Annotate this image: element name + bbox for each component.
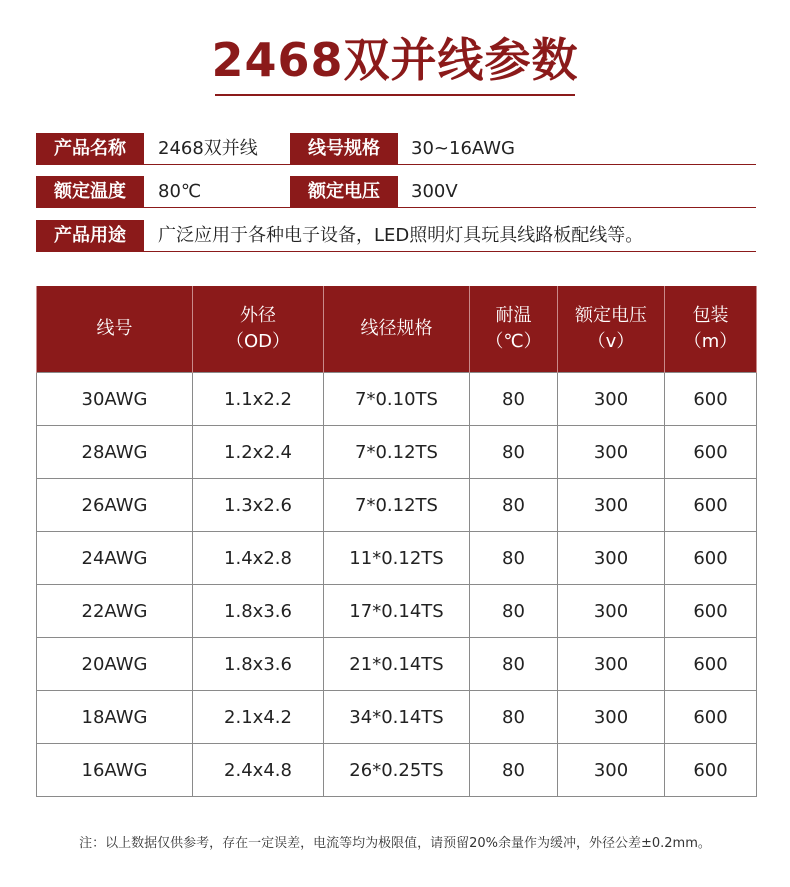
cell-package: 600	[665, 479, 757, 532]
cell-strand: 34*0.14TS	[324, 691, 470, 744]
cell-temp: 80	[470, 585, 558, 638]
header-od: 外径 （OD）	[193, 286, 324, 373]
product-name-value: 2468双并线	[158, 138, 258, 159]
cell-strand: 7*0.12TS	[324, 479, 470, 532]
cell-od: 2.4x4.8	[193, 744, 324, 797]
table-row	[37, 532, 757, 585]
product-name-label: 产品名称	[36, 133, 144, 165]
temp-label: 额定温度	[36, 176, 144, 208]
table-row	[37, 479, 757, 532]
table-row	[37, 638, 757, 691]
cell-gauge: 22AWG	[37, 585, 193, 638]
cell-gauge: 26AWG	[37, 479, 193, 532]
header-package: 包装 （m）	[665, 286, 757, 373]
cell-voltage: 300	[558, 373, 665, 426]
cell-temp: 80	[470, 426, 558, 479]
header-gauge: 线号	[37, 286, 193, 373]
cell-strand: 21*0.14TS	[324, 638, 470, 691]
cell-voltage: 300	[558, 744, 665, 797]
cell-od: 1.8x3.6	[193, 585, 324, 638]
cell-voltage: 300	[558, 585, 665, 638]
spec-table	[36, 286, 757, 797]
cell-od: 1.3x2.6	[193, 479, 324, 532]
info-divider	[36, 164, 756, 165]
cell-voltage: 300	[558, 479, 665, 532]
cell-od: 1.8x3.6	[193, 638, 324, 691]
cell-voltage: 300	[558, 638, 665, 691]
info-row-name-gauge	[36, 133, 756, 165]
header-temp: 耐温 （℃）	[470, 286, 558, 373]
cell-strand: 17*0.14TS	[324, 585, 470, 638]
usage-value: 广泛应用于各种电子设备，LED照明灯具玩具线路板配线等。	[158, 225, 644, 246]
cell-package: 600	[665, 532, 757, 585]
cell-temp: 80	[470, 691, 558, 744]
cell-package: 600	[665, 585, 757, 638]
voltage-label: 额定电压	[290, 176, 398, 208]
cell-package: 600	[665, 691, 757, 744]
cell-gauge: 24AWG	[37, 532, 193, 585]
cell-strand: 7*0.12TS	[324, 426, 470, 479]
info-row-usage	[36, 220, 756, 252]
cell-gauge: 18AWG	[37, 691, 193, 744]
cell-strand: 26*0.25TS	[324, 744, 470, 797]
cell-gauge: 30AWG	[37, 373, 193, 426]
table-row	[37, 426, 757, 479]
table-row	[37, 585, 757, 638]
table-row	[37, 691, 757, 744]
temp-value: 80℃	[158, 181, 202, 202]
title-underline	[215, 94, 575, 96]
cell-od: 1.2x2.4	[193, 426, 324, 479]
cell-package: 600	[665, 744, 757, 797]
cell-gauge: 20AWG	[37, 638, 193, 691]
cell-gauge: 28AWG	[37, 426, 193, 479]
voltage-value: 300V	[411, 181, 458, 202]
table-header-row	[37, 286, 757, 373]
info-divider	[36, 251, 756, 252]
header-strand: 线径规格	[324, 286, 470, 373]
table-row	[37, 373, 757, 426]
cell-package: 600	[665, 426, 757, 479]
cell-temp: 80	[470, 479, 558, 532]
cell-package: 600	[665, 638, 757, 691]
cell-gauge: 16AWG	[37, 744, 193, 797]
cell-temp: 80	[470, 532, 558, 585]
cell-od: 1.4x2.8	[193, 532, 324, 585]
title-area	[0, 30, 790, 90]
gauge-label: 线号规格	[290, 133, 398, 165]
cell-od: 2.1x4.2	[193, 691, 324, 744]
cell-od: 1.1x2.2	[193, 373, 324, 426]
page-title: 2468双并线参数	[211, 33, 579, 87]
cell-temp: 80	[470, 744, 558, 797]
cell-strand: 11*0.12TS	[324, 532, 470, 585]
header-voltage: 额定电压 （v）	[558, 286, 665, 373]
cell-package: 600	[665, 373, 757, 426]
cell-strand: 7*0.10TS	[324, 373, 470, 426]
cell-voltage: 300	[558, 691, 665, 744]
info-row-temp-voltage	[36, 176, 756, 208]
cell-voltage: 300	[558, 532, 665, 585]
cell-temp: 80	[470, 373, 558, 426]
info-divider	[36, 207, 756, 208]
footnote: 注：以上数据仅供参考，存在一定误差，电流等均为极限值，请预留20%余量作为缓冲，外径公差±0.2mm。	[79, 836, 711, 851]
usage-label: 产品用途	[36, 220, 144, 252]
cell-voltage: 300	[558, 426, 665, 479]
table-row	[37, 744, 757, 797]
gauge-value: 30~16AWG	[411, 138, 515, 159]
cell-temp: 80	[470, 638, 558, 691]
